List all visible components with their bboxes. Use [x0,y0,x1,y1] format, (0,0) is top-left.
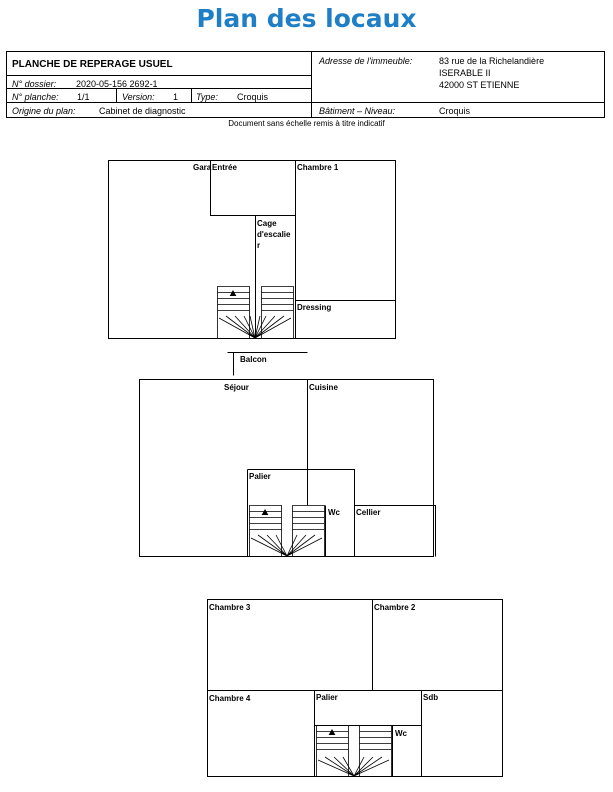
room-label-chambre-1: Chambre 1 [297,163,339,172]
stair-flight [250,506,325,557]
adresse-line: 42000 ST ETIENNE [439,80,520,90]
room-label-cage: r [257,241,261,250]
level-2-outline [140,380,434,557]
level-1-outline [109,161,396,339]
adresse-line: 83 rue de la Richelandière [439,56,545,66]
version-value: 1 [173,92,179,102]
planche-title: PLANCHE DE REPERAGE USUEL [12,59,173,70]
room-label-palier: Palier [316,693,338,702]
room-label-wc: Wc [328,508,340,517]
room-label-chambre-4: Chambre 4 [209,694,251,703]
version-label: Version: [122,92,155,102]
room-label-chambre-2: Chambre 2 [374,603,416,612]
room-label-garage: Gara [193,163,212,172]
type-label: Type: [196,92,218,102]
stair-arrow-icon [263,510,268,515]
scale-note: Document sans échelle remis à titre indicatif [228,119,385,128]
room-label-chambre-3: Chambre 3 [209,603,251,612]
room-label-dressing: Dressing [297,303,332,312]
room-label-cage: d'escalie [257,230,291,239]
level-2 [140,380,436,557]
room-label-palier: Palier [249,472,271,481]
room-label-sdb: Sdb [423,693,439,702]
stair-arrow-icon [231,291,236,296]
batiment-label: Bâtiment – Niveau: [319,106,396,116]
room-label-sejour: Séjour [224,383,249,392]
room-label-balcon: Balcon [240,355,267,364]
level-1 [109,161,396,376]
room-label-entree: Entrée [212,163,237,172]
adresse-label: Adresse de l'immeuble: [319,56,413,66]
page-title: Plan des locaux [196,4,417,33]
room-label-wc: Wc [395,729,407,738]
adresse-line: ISERABLE II [439,68,491,78]
origine-value: Cabinet de diagnostic [99,106,186,116]
stair-arrow-icon [330,730,335,735]
planche-number-label: N° planche: [12,92,59,102]
dossier-value: 2020-05-156 2692-1 [76,79,158,89]
level-3-outline [208,600,503,777]
room-label-cuisine: Cuisine [309,383,338,392]
batiment-value: Croquis [439,106,471,116]
origine-label: Origine du plan: [12,106,76,116]
room-label-cellier: Cellier [356,508,381,517]
level-3 [208,600,503,777]
type-value: Croquis [237,92,269,102]
stair-flight [317,726,392,777]
planche-number-value: 1/1 [77,92,90,102]
room-label-cage: Cage [257,219,277,228]
dossier-label: N° dossier: [12,79,57,89]
